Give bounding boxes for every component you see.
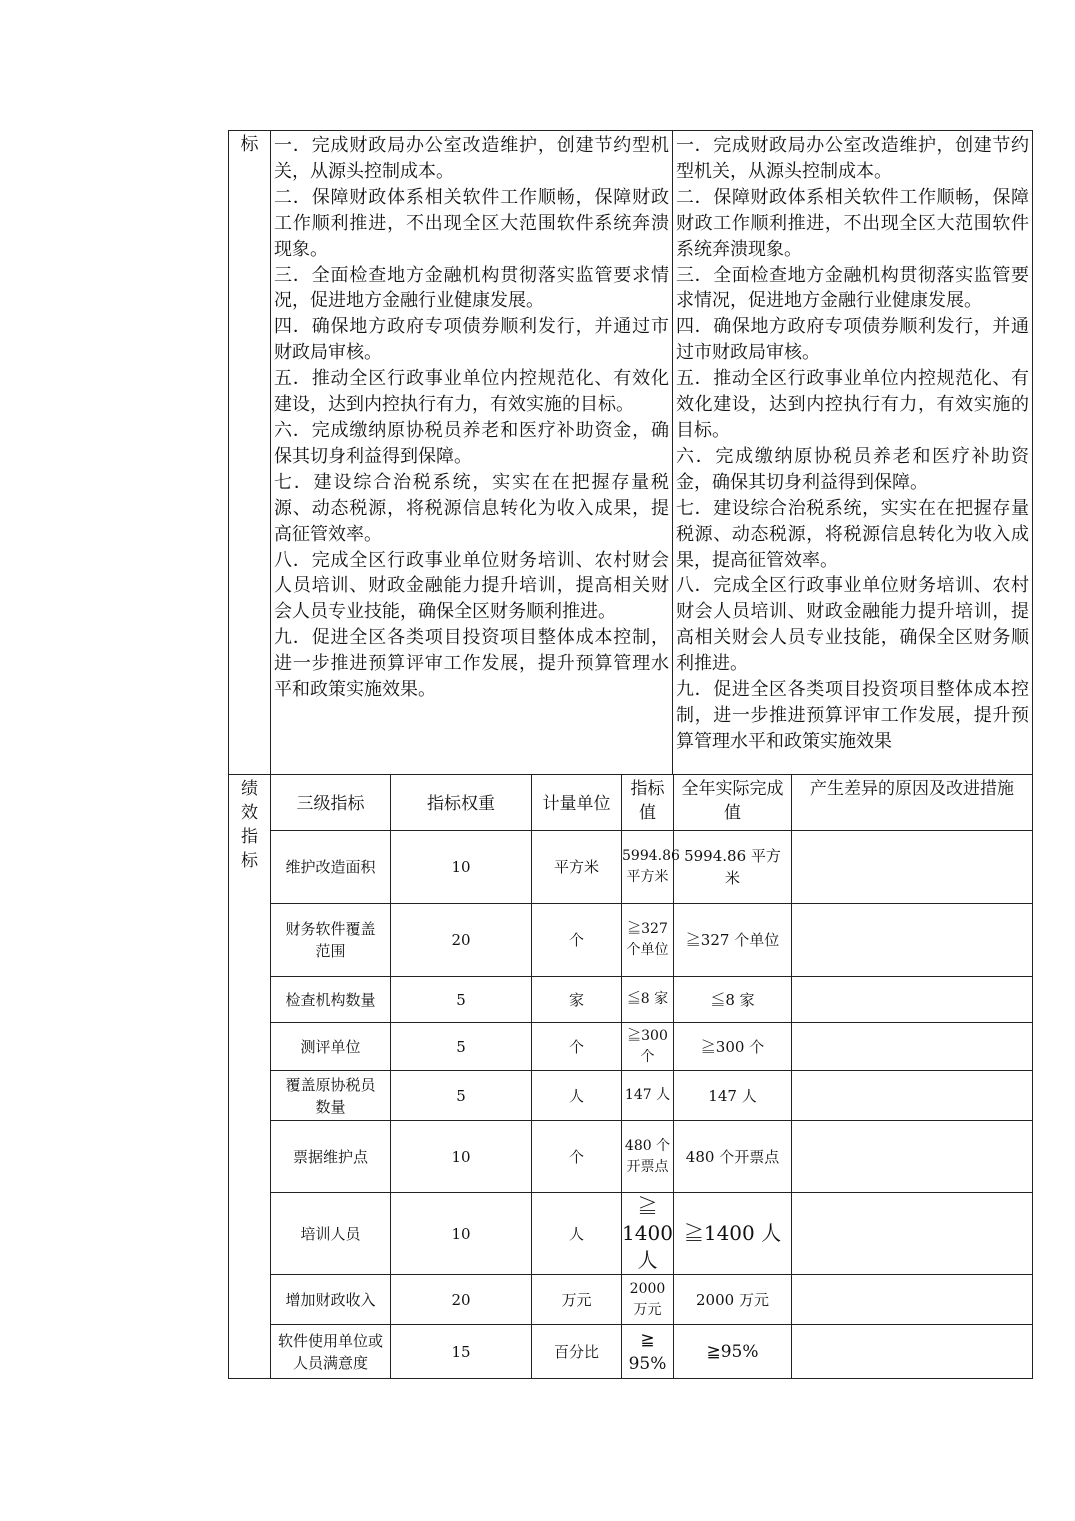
actual-cell: 5994.86 平方米 xyxy=(674,831,792,904)
actual-goals-cell xyxy=(673,131,1033,775)
reason-cell xyxy=(792,831,1033,904)
indicator-cell: 增加财政收入 xyxy=(271,1275,391,1325)
header-reason: 产生差异的原因及改进措施 xyxy=(792,775,1033,831)
target-cell: ≧300 个 xyxy=(622,1023,674,1071)
reason-cell xyxy=(792,1193,1033,1275)
actual-cell: ≧95% xyxy=(674,1325,792,1379)
weight-cell: 5 xyxy=(391,1071,532,1121)
actual-cell: ≧327 个单位 xyxy=(674,904,792,977)
indicator-cell: 检查机构数量 xyxy=(271,977,391,1023)
actual-goal-item: 八．完成全区行政事业单位财务培训、农村财会人员培训、财政金融能力提升培训，提高相关财会人员专业技能，确保全区财务顺利推进。 xyxy=(676,575,1029,675)
actual-goal-item: 二．保障财政体系相关软件工作顺畅，保障财政工作顺利推进，不出现全区大范围软件系统奔溃现象。 xyxy=(676,186,1029,260)
weight-cell: 10 xyxy=(391,1193,532,1275)
planned-goal-item: 四．确保地方政府专项债券顺利发行，并通过市财政局审核。 xyxy=(274,316,669,364)
target-cell: ≧327 个单位 xyxy=(622,904,674,977)
reason-cell xyxy=(792,1121,1033,1193)
unit-cell: 百分比 xyxy=(532,1325,622,1379)
target-cell: 480 个开票点 xyxy=(622,1121,674,1193)
planned-goal-item: 七．建设综合治税系统，实实在在把握存量税源、动态税源，将税源信息转化为收入成果，提高征管效率。 xyxy=(274,471,669,545)
planned-goal-item: 二．保障财政体系相关软件工作顺畅，保障财政工作顺利推进，不出现全区大范围软件系统奔溃现象。 xyxy=(274,186,669,260)
actual-goal-item: 一．完成财政局办公室改造维护，创建节约型机关，从源头控制成本。 xyxy=(676,135,1029,182)
planned-goal-item: 五．推动全区行政事业单位内控规范化、有效化建设，达到内控执行有力，有效实施的目标。 xyxy=(274,368,669,416)
reason-cell xyxy=(792,1325,1033,1379)
actual-goal-item: 四．确保地方政府专项债券顺利发行，并通过市财政局审核。 xyxy=(676,316,1029,364)
indicator-cell: 票据维护点 xyxy=(271,1121,391,1193)
actual-goal-item: 七．建设综合治税系统，实实在在把握存量税源、动态税源，将税源信息转化为收入成果，提高征管效率。 xyxy=(676,497,1029,571)
weight-cell: 15 xyxy=(391,1325,532,1379)
actual-cell: ≧300 个 xyxy=(674,1023,792,1071)
unit-cell: 个 xyxy=(532,1121,622,1193)
table-row xyxy=(229,1193,1033,1275)
actual-cell: ≧1400 人 xyxy=(674,1193,792,1275)
header-weight: 指标权重 xyxy=(391,775,532,831)
planned-goals-cell xyxy=(271,131,673,775)
reason-cell xyxy=(792,904,1033,977)
goals-table xyxy=(228,130,1033,775)
actual-goal-item: 九．促进全区各类项目投资项目整体成本控制，进一步推进预算评审工作发展，提升预算管理水平和政策实施效果 xyxy=(676,679,1029,752)
target-cell: 2000 万元 xyxy=(622,1275,674,1325)
side-label-char: 指 xyxy=(241,827,258,847)
unit-cell: 家 xyxy=(532,977,622,1023)
table-row xyxy=(229,1121,1033,1193)
actual-cell: 2000 万元 xyxy=(674,1275,792,1325)
target-cell: ≧ 95% xyxy=(622,1325,674,1379)
indicator-cell: 培训人员 xyxy=(271,1193,391,1275)
planned-goal-item: 一．完成财政局办公室改造维护，创建节约型机关，从源头控制成本。 xyxy=(274,135,669,182)
actual-goal-item: 五．推动全区行政事业单位内控规范化、有效化建设，达到内控执行有力，有效实施的目标。 xyxy=(676,368,1029,441)
weight-cell: 10 xyxy=(391,1121,532,1193)
table-row xyxy=(229,1325,1033,1379)
actual-cell: 147 人 xyxy=(674,1071,792,1121)
indicator-cell: 测评单位 xyxy=(271,1023,391,1071)
unit-cell: 人 xyxy=(532,1193,622,1275)
table-row xyxy=(229,904,1033,977)
reason-cell xyxy=(792,1023,1033,1071)
side-label-char: 效 xyxy=(241,803,258,823)
table-row xyxy=(229,831,1033,904)
table-row xyxy=(229,1071,1033,1121)
table-row xyxy=(229,977,1033,1023)
actual-goal-item: 三．全面检查地方金融机构贯彻落实监管要求情况，促进地方金融行业健康发展。 xyxy=(676,264,1029,312)
unit-cell: 个 xyxy=(532,904,622,977)
indicator-cell: 覆盖原协税员数量 xyxy=(271,1071,391,1121)
planned-goal-item: 八．完成全区行政事业单位财务培训、农村财会人员培训、财政金融能力提升培训，提高相关财会人员专业技能，确保全区财务顺利推进。 xyxy=(274,549,669,623)
header-target: 指标值 xyxy=(622,775,674,831)
weight-cell: 5 xyxy=(391,1023,532,1071)
unit-cell: 人 xyxy=(532,1071,622,1121)
weight-cell: 20 xyxy=(391,904,532,977)
weight-cell: 5 xyxy=(391,977,532,1023)
unit-cell: 个 xyxy=(532,1023,622,1071)
side-label-char: 绩 xyxy=(241,779,258,799)
metrics-header-row xyxy=(229,775,1033,831)
weight-cell: 10 xyxy=(391,831,532,904)
actual-cell: 480 个开票点 xyxy=(674,1121,792,1193)
weight-cell: 20 xyxy=(391,1275,532,1325)
unit-cell: 万元 xyxy=(532,1275,622,1325)
actual-goal-item: 六．完成缴纳原协税员养老和医疗补助资金，确保其切身利益得到保障。 xyxy=(676,445,1029,493)
actual-cell: ≦8 家 xyxy=(674,977,792,1023)
planned-goal-item: 三．全面检查地方金融机构贯彻落实监管要求情况，促进地方金融行业健康发展。 xyxy=(274,264,669,312)
planned-goal-item: 九．促进全区各类项目投资项目整体成本控制，进一步推进预算评审工作发展，提升预算管理水平和政策实施效果。 xyxy=(274,627,669,701)
reason-cell xyxy=(792,1275,1033,1325)
indicator-cell: 维护改造面积 xyxy=(271,831,391,904)
target-cell: 147 人 xyxy=(622,1071,674,1121)
indicator-cell: 财务软件覆盖范围 xyxy=(271,904,391,977)
header-indicator: 三级指标 xyxy=(271,775,391,831)
goals-side-label: 标 xyxy=(229,131,271,775)
table-row xyxy=(229,1023,1033,1071)
metrics-side-label xyxy=(229,775,271,1379)
target-cell: ≦8 家 xyxy=(622,977,674,1023)
indicator-cell: 软件使用单位或人员满意度 xyxy=(271,1325,391,1379)
target-cell: ≧ 1400 人 xyxy=(622,1193,674,1275)
target-cell: 5994.86 平方米 xyxy=(622,831,674,904)
reason-cell xyxy=(792,977,1033,1023)
table-row xyxy=(229,1275,1033,1325)
planned-goal-item: 六．完成缴纳原协税员养老和医疗补助资金，确保其切身利益得到保障。 xyxy=(274,419,669,467)
side-label-char: 标 xyxy=(241,851,258,871)
header-unit: 计量单位 xyxy=(532,775,622,831)
reason-cell xyxy=(792,1071,1033,1121)
header-actual: 全年实际完成值 xyxy=(674,775,792,831)
metrics-table xyxy=(228,774,1033,1379)
unit-cell: 平方米 xyxy=(532,831,622,904)
